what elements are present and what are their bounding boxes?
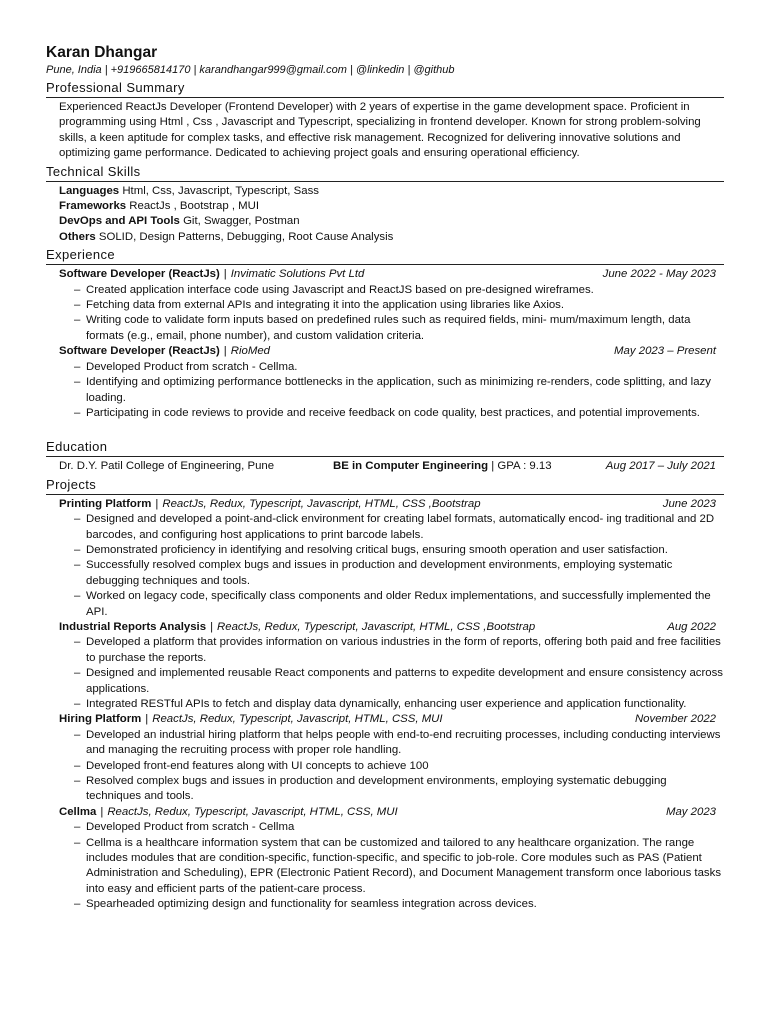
entry-title: Hiring Platform [59,713,142,726]
education-date: Aug 2017 – July 2021 [605,460,716,473]
bullet-item: – Integrated RESTful APIs to fetch and display data dynamically, enhancing user experience and application functionality. [74,697,724,712]
projects-list [46,497,724,913]
section-spacer [46,421,724,437]
entry-subtitle: Invimatic Solutions Pvt Ltd [230,268,365,281]
entry-title: Printing Platform [59,497,152,510]
resume-page [46,44,724,913]
separator: | [100,805,104,818]
separator: | [155,497,159,510]
entry-title: Software Developer (ReactJs) [59,345,220,358]
bullet-item: – Developed a platform that provides information on various industries in the form of reports, offering both paid and free facilities to purchase the reports. [74,635,724,666]
entry-subtitle: RioMed [230,345,271,358]
bullet-item: – Resolved complex bugs and issues in production and development environments, employing systematic debugging techniques and tools. [74,774,724,805]
bullet-item: – Developed Product from scratch - Cellma. [74,360,724,375]
education-degree: BE in Computer Engineering [333,460,489,473]
project-entry [46,805,724,820]
entry-subtitle: ReactJs, Redux, Typescript, Javascript, HTML, CSS, MUI [152,713,443,726]
entry-date: November 2022 [634,713,716,726]
separator: | [210,620,214,633]
projects-heading: Projects [46,477,724,495]
skill-row [46,199,724,214]
project-entry [46,497,724,512]
bullet-item: – Participating in code reviews to provide and receive feedback on code quality, best practices, and potential improvements. [74,406,724,421]
job-entry [46,344,724,359]
contact-line: Pune, India | +919665814170 | karandhangar999@gmail.com | @linkedin | @github [46,64,455,76]
entry-title-block [59,267,364,282]
bullet-item: – Fetching data from external APIs and integrating it into the application using libraries like Axios. [74,298,724,313]
entry-date: Aug 2022 [667,620,716,633]
bullet-item: – Developed Product from scratch - Cellma [74,820,724,835]
project-entry [46,712,724,727]
experience-heading: Experience [46,247,724,265]
education-gpa: GPA : 9.13 [497,460,552,473]
skill-value: Html, Css, Javascript, Typescript, Sass [122,184,319,197]
education-heading: Education [46,439,724,457]
separator: | [223,268,227,281]
bullet-item: – Developed an industrial hiring platform that helps people with end-to-end recruiting processes, including conducting interviews and managing the recruiting process with proper role handling. [74,728,724,759]
skill-row [46,214,724,229]
entry-title-block [59,712,443,727]
entry-title-block [59,344,270,359]
bullet-list [46,512,724,620]
skill-value: Git, Swagger, Postman [183,215,300,228]
bullet-item: – Worked on legacy code, specifically class components and older Redux implementations, and successfully implemented the API. [74,589,724,620]
skill-value: ReactJs , Bootstrap , MUI [129,200,260,213]
summary-text: Experienced ReactJs Developer (Frontend Developer) with 2 years of expertise in the game development space. Proficient in programming using Html , Css , Javascript and Typescript, specializing in frontend developer. Known for strong problem-solving skills, a keen aptitude for complex tasks, and effective risk management. Recognized for delivering innovative solutions and optimizing game performance. Dedicated to achieving project goals and ensuring operational efficiency. [59,101,701,160]
education-school: Dr. D.Y. Patil College of Engineering, Pune [59,460,275,473]
entry-subtitle: ReactJs, Redux, Typescript, Javascript, HTML, CSS ,Bootstrap [162,497,481,510]
entry-title: Software Developer (ReactJs) [59,268,220,281]
bullet-item: – Designed and implemented reusable React components and patterns to expedite development and ensure consistency across applications. [74,666,724,697]
bullet-list [46,820,724,912]
entry-title-block [59,497,481,512]
skill-label: Others [59,230,96,243]
experience-list [46,267,724,421]
separator: | [223,345,227,358]
bullet-item: – Identifying and optimizing performance bottlenecks in the application, such as minimizing re-renders, code splitting, and lazy loading. [74,375,724,406]
education-entry [46,459,724,474]
entry-title-block [59,805,398,820]
entry-date: June 2023 [662,497,716,510]
bullet-item: – Cellma is a healthcare information system that can be customized and tailored to any healthcare organization. The range includes modules that are condition-specific, function-specific, and specific to job-role. Core modules such as PAS (Patient Administration and Scheduling), EPR (Electronic Patient Record), and Document Management transform once laborious tasks into easy and efficient parts of the patient-care process. [74,836,724,898]
bullet-item: – Developed front-end features along with UI concepts to achieve 100 [74,759,724,774]
summary-heading: Professional Summary [46,80,724,98]
entry-subtitle: ReactJs, Redux, Typescript, Javascript, HTML, CSS, MUI [107,805,398,818]
entry-title: Industrial Reports Analysis [59,620,207,633]
entry-date: May 2023 [665,805,716,818]
skill-value: SOLID, Design Patterns, Debugging, Root Cause Analysis [98,230,394,243]
entry-date: May 2023 – Present [614,345,716,358]
bullet-list [46,728,724,805]
skill-label: Frameworks [59,200,127,213]
bullet-item: – Successfully resolved complex bugs and issues in production and development environments, employing systematic debugging techniques and tools. [74,558,724,589]
bullet-list [46,635,724,712]
candidate-name: Karan Dhangar [46,44,158,61]
project-entry [46,620,724,635]
skills-heading: Technical Skills [46,164,724,182]
skill-label: Languages [59,184,120,197]
skill-row [46,230,724,245]
bullet-item: – Created application interface code using Javascript and ReactJS based on pre-designed wireframes. [74,283,724,298]
bullet-item: – Designed and developed a point-and-click environment for creating label formats, automatically encod- ing traditional and 2D barcodes, and configuring host applications to print barcode labels. [74,512,724,543]
bullet-item: – Writing code to validate form inputs based on predefined rules such as required fields, mini- mum/maximum length, data formats (e.g., email, phone number), and custom validation criteria. [74,313,724,344]
education-degree-block [333,459,606,474]
bullet-item: – Demonstrated proficiency in identifying and resolving critical bugs, ensuring smooth operation and user satisfaction. [74,543,724,558]
entry-title-block [59,620,535,635]
entry-title: Cellma [59,805,97,818]
skill-row [46,184,724,199]
separator: | [145,713,149,726]
bullet-list [46,360,724,422]
bullet-list [46,283,724,345]
job-entry [46,267,724,282]
entry-subtitle: ReactJs, Redux, Typescript, Javascript, HTML, CSS ,Bootstrap [217,620,536,633]
bullet-item: – Spearheaded optimizing design and functionality for seamless integration across devices. [74,897,724,912]
separator: | [488,460,498,473]
skill-label: DevOps and API Tools [59,215,180,228]
entry-date: June 2022 - May 2023 [602,268,716,281]
skills-list [46,184,724,246]
